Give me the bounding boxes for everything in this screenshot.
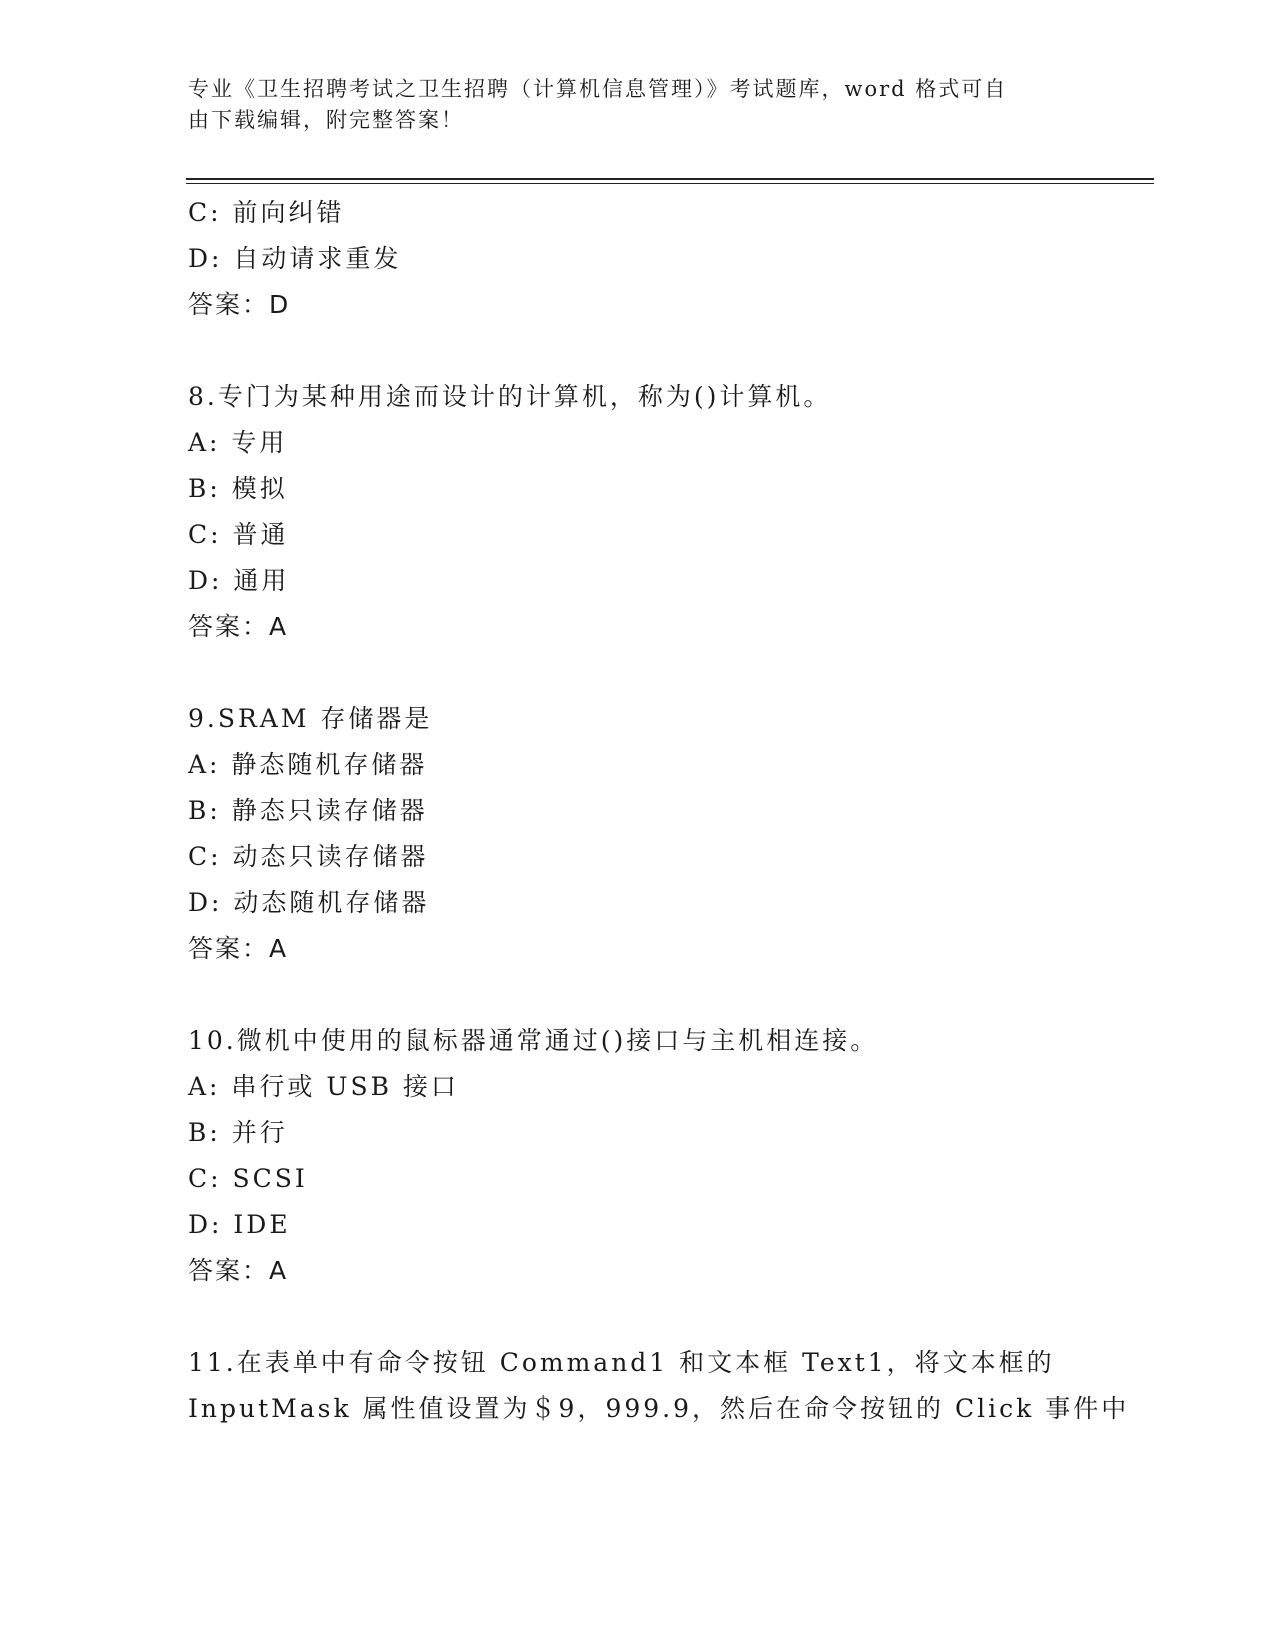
q8-option-c: C: 普通 <box>188 520 289 549</box>
question-7 <box>188 190 1148 328</box>
q9-option-d: D: 动态随机存储器 <box>188 888 430 917</box>
q9-option-b: B: 静态只读存储器 <box>188 796 428 825</box>
q9-stem: 9.SRAM 存储器是 <box>188 704 433 733</box>
header-rule-thick <box>186 178 1154 180</box>
spacer <box>188 1294 1148 1340</box>
q11-stem-line-2: InputMask 属性值设置为＄9，999.9，然后在命令按钮的 Click 事件中 <box>188 1394 1130 1423</box>
spacer <box>188 650 1148 696</box>
question-8 <box>188 374 1148 650</box>
header-line-2: 由下载编辑，附完整答案！ <box>188 108 464 132</box>
spacer <box>188 972 1148 1018</box>
question-9 <box>188 696 1148 972</box>
q8-option-d: D: 通用 <box>188 566 290 595</box>
q7-option-c: C: 前向纠错 <box>188 198 345 227</box>
q9-answer: 答案：A <box>188 934 289 963</box>
q9-option-a: A: 静态随机存储器 <box>188 750 428 779</box>
q8-answer: 答案：A <box>188 612 289 641</box>
spacer <box>188 328 1148 374</box>
q7-option-d: D: 自动请求重发 <box>188 244 402 273</box>
q9-option-c: C: 动态只读存储器 <box>188 842 429 871</box>
question-10 <box>188 1018 1148 1294</box>
q11-stem-line-1: 11.在表单中有命令按钮 Command1 和文本框 Text1，将文本框的 <box>188 1348 1055 1377</box>
q8-stem: 8.专门为某种用途而设计的计算机，称为()计算机。 <box>188 382 832 411</box>
header-line-1: 专业《卫生招聘考试之卫生招聘（计算机信息管理）》考试题库，word 格式可自 <box>188 77 1008 101</box>
q8-option-b: B: 模拟 <box>188 474 288 503</box>
q10-answer: 答案：A <box>188 1256 289 1285</box>
q10-option-c: C: SCSI <box>188 1164 308 1193</box>
q10-option-d: D: IDE <box>188 1210 291 1239</box>
question-11 <box>188 1340 1148 1432</box>
q10-option-b: B: 并行 <box>188 1118 288 1147</box>
q8-option-a: A: 专用 <box>188 428 288 457</box>
q10-stem: 10.微机中使用的鼠标器通常通过()接口与主机相连接。 <box>188 1026 879 1055</box>
q7-answer: 答案：D <box>188 290 291 319</box>
header-rule-thin <box>186 183 1154 184</box>
page-header <box>188 74 1068 136</box>
q10-option-a: A: 串行或 USB 接口 <box>188 1072 459 1101</box>
question-list <box>188 190 1148 1432</box>
